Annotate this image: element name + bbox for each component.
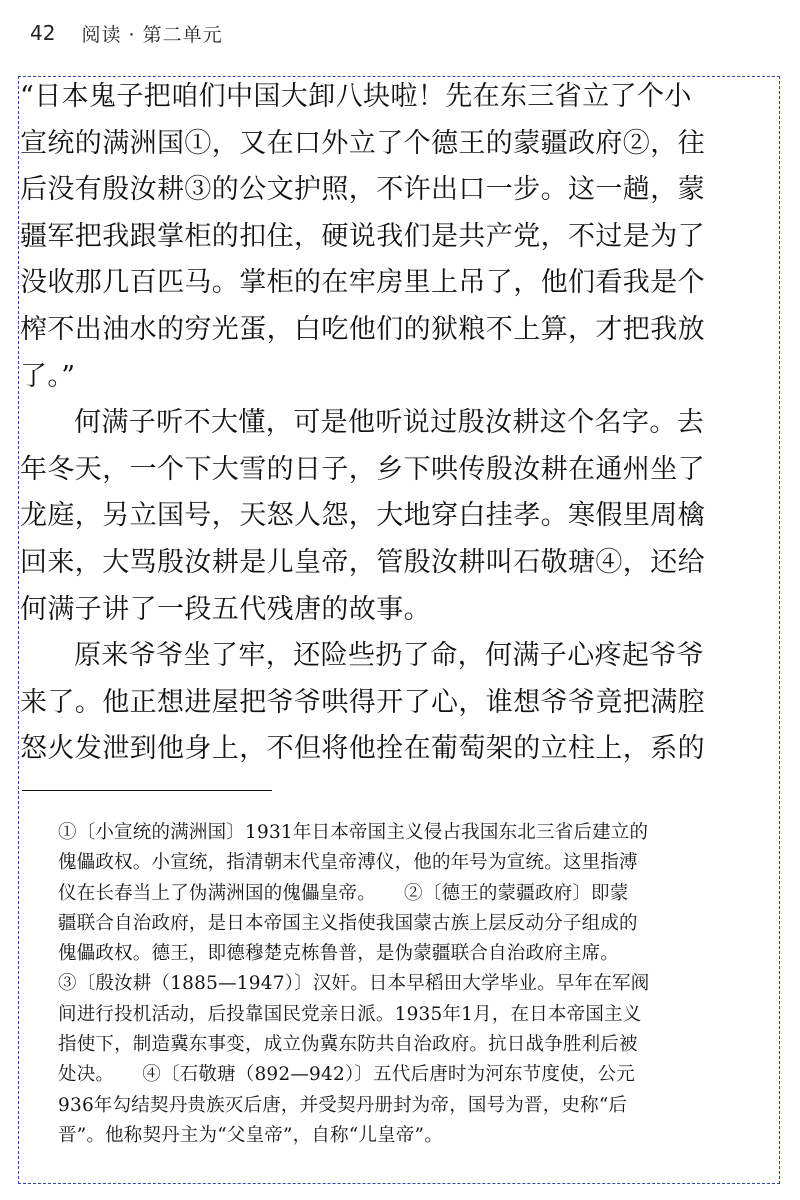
text-line: 原来爷爷坐了牢，还险些扔了命，何满子心疼起爷爷: [74, 640, 705, 672]
footnote-line: 指使下，制造冀东事变，成立伪冀东防共自治政府。抗日战争胜利后被: [58, 1034, 638, 1056]
footnote-line: 傀儡政权。德王，即德穆楚克栋鲁普，是伪蒙疆联合自治政府主席。: [58, 943, 620, 965]
text-line: 回来，大骂殷汝耕是儿皇帝，管殷汝耕叫石敬瑭④，还给: [20, 546, 705, 578]
text-line: 年冬天，一个下大雪的日子，乡下哄传殷汝耕在通州坐了: [20, 453, 705, 485]
text-line: 疆军把我跟掌柜的扣住，硬说我们是共产党，不过是为了: [20, 220, 705, 252]
footnote-line: 间进行投机活动，后投靠国民党亲日派。1935年1月，在日本帝国主义: [58, 1003, 642, 1025]
text-line: 榨不出油水的穷光蛋，白吃他们的狱粮不上算，才把我放: [20, 313, 705, 345]
footnote-line: 傀儡政权。小宣统，指清朝末代皇帝溥仪，他的年号为宣统。这里指溥: [58, 852, 638, 874]
text-line: 来了。他正想进屋把爷爷哄得开了心，谁想爷爷竟把满腔: [20, 686, 705, 718]
main-text: [20, 74, 780, 773]
footnote-line: 疆联合自治政府，是日本帝国主义指使我国蒙古族上层反动分子组成的: [58, 912, 638, 934]
text-line: 没收那几百匹马。掌柜的在牢房里上吊了，他们看我是个: [20, 267, 705, 299]
text-line: 宣统的满洲国①，又在口外立了个德王的蒙疆政府②，往: [20, 127, 705, 159]
footnote-line: ③〔殷汝耕（1885—1947）〕汉奸。日本早稻田大学毕业。早年在军阀: [58, 973, 650, 995]
text-line: 怒火发泄到他身上，不但将他拴在葡萄架的立柱上，系的: [20, 733, 705, 765]
page-number: 42: [30, 21, 56, 45]
text-line: 何满子讲了一段五代残唐的故事。: [20, 593, 431, 625]
section-title: 阅读 · 第二单元: [81, 23, 223, 46]
text-line: “日本鬼子把咱们中国大卸八块啦！先在东三省立了个小: [20, 81, 692, 112]
footnote-line: 处决。 ④〔石敬瑭（892—942）〕五代后唐时为河东节度使，公元: [58, 1064, 635, 1086]
footnote-divider: [22, 790, 272, 791]
footnote-line: 晋”。他称契丹主为“父皇帝”，自称“儿皇帝”。: [58, 1124, 443, 1146]
page-header: [30, 18, 223, 48]
text-line: 了。”: [20, 360, 76, 392]
footnotes: [58, 818, 780, 1151]
text-line: 后没有殷汝耕③的公文护照，不许出口一步。这一趟，蒙: [20, 174, 705, 206]
text-line: 龙庭，另立国号，天怒人怨，大地穿白挂孝。寒假里周檎: [20, 500, 705, 532]
footnote-line: ①〔小宣统的满洲国〕1931年日本帝国主义侵占我国东北三省后建立的: [58, 822, 649, 843]
footnote-line: 936年勾结契丹贵族灭后唐，并受契丹册封为帝，国号为晋，史称“后: [58, 1094, 628, 1116]
text-line: 何满子听不大懂，可是他听说过殷汝耕这个名字。去: [74, 407, 705, 439]
footnote-line: 仪在长春当上了伪满洲国的傀儡皇帝。 ②〔德王的蒙疆政府〕即蒙: [58, 882, 629, 904]
